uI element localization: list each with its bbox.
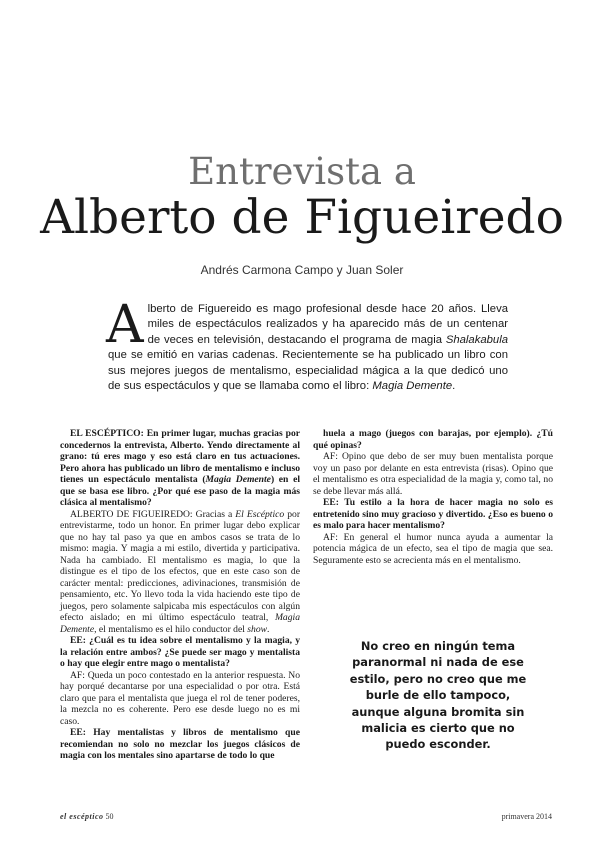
question-paragraph: EE: Tu estilo a la hora de hacer magia no solo es entretenido sino muy gracioso y divertido. ¿Eso es bueno o es malo para hacer mentalismo? xyxy=(313,497,553,531)
lead-paragraph xyxy=(106,295,508,394)
answer-text: , el mentalismo es el hilo conductor del xyxy=(94,623,248,635)
lead-emphasis: Shalakabula xyxy=(445,333,508,346)
answer-emphasis: show xyxy=(247,623,268,635)
question-text: ) en el que se basa ese libro. ¿Por qué ese paso de la magia más clásica al mentalismo? xyxy=(60,474,300,508)
question-paragraph: EE: Hay mentalistas y libros de mentalismo que recomiendan no solo no mezclar los juegos clásicos de magia con los mentales sino apartarse de todo lo que xyxy=(60,727,300,761)
question-text: EL ESCÉPTICO: En primer lugar, muchas gracias por concedernos la entrevista, Alberto. Yendo directamente al grano: tú eres mago y eso está claro en tus actuaciones. Pero ahora has publicado un libro de mentalismo e incluso tienes un espectáculo mentalista ( xyxy=(60,428,300,485)
footer-issue: primavera 2014 xyxy=(501,812,552,821)
footer-brand: el escéptico xyxy=(60,812,104,821)
page-title: Alberto de Figueiredo xyxy=(40,190,564,245)
lead-text: . xyxy=(452,380,456,393)
lead-emphasis: Magia Demente xyxy=(372,380,453,393)
question-paragraph xyxy=(60,428,300,509)
answer-text: ALBERTO DE FIGUEIREDO: Gracias a xyxy=(70,508,236,520)
article-column-left xyxy=(60,428,300,762)
question-paragraph: EE: ¿Cuál es tu idea sobre el mentalismo y la magia, y la relación entre ambos? ¿Se puede ser mago y mentalista o hay que elegir entre mago o mentalista? xyxy=(60,635,300,669)
answer-paragraph: AF: Queda un poco contestado en la anterior respuesta. No hay porqué decantarse por una especialidad o por otra. Está claro que para el mentalista que juega el rol de tener poderes, la mezcla no es coherente. Pero ese desde luego no es mi caso. xyxy=(60,669,300,727)
answer-paragraph xyxy=(60,509,300,636)
answer-emphasis: Magia Demente xyxy=(60,612,300,635)
answer-emphasis: El Escéptico xyxy=(235,508,285,520)
drop-cap: A xyxy=(106,295,144,355)
footer-publication xyxy=(60,812,114,821)
question-paragraph: huela a mago (juegos con barajas, por ejemplo). ¿Tú qué opinas? xyxy=(313,428,553,451)
answer-paragraph: AF: Opino que debo de ser muy buen mentalista porque voy un paso por delante en esta entrevista (risas). Opino que el mentalismo es otra especialidad de la magia y, como tal, no se debe llevar más allá. xyxy=(313,451,553,497)
answer-paragraph: AF: En general el humor nunca ayuda a aumentar la potencia mágica de un efecto, sea el tipo de magia que sea. Seguramente esto se acrecienta más en el mentalismo. xyxy=(313,531,553,566)
answer-text: por entrevistarme, todo un honor. En primer lugar debo explicar que no hay tal paso ya que en ambos casos se trata de lo mismo: magia. Y magia a mi estilo, divertida y participativa. Nada ha cambiado. El mentalismo es magia, lo que la distingue es el tipo de los efectos, que en este caso son de carácter mental: predicciones, adivinaciones, transmisión de pensamiento, etc. Yo llevo toda la vida haciendo este tipo de juegos, pero solamente salpicaba mis espectáculos con algún efecto aislado; en mi último espectáculo teatral, xyxy=(60,508,301,623)
pull-quote: No creo en ningún tema paranormal ni nada de ese estilo, pero no creo que me burle de ello tampoco, aunque alguna bromita sin malicia es cierto que no puedo esconder. xyxy=(349,639,527,752)
interview-kicker: Entrevista a xyxy=(188,150,416,193)
answer-text: . xyxy=(267,623,270,635)
lead-text: que se emitió en varias cadenas. Recientemente se ha publicado un libro con sus mejores juegos de mentalismo, especialidad mágica a la que dedicó uno de sus espectáculos y que se llamaba como el libro: xyxy=(108,349,508,393)
page-number: 50 xyxy=(105,812,114,821)
question-emphasis: Magia Demente xyxy=(205,474,271,485)
lead-text: lberto de Figuereido es mago profesional desde hace 20 años. Lleva miles de espectáculos realizados y ha aparecido más de un centenar de veces en televisión, destacando el programa de magia xyxy=(147,303,508,346)
article-column-right xyxy=(313,428,553,566)
byline: Andrés Carmona Campo y Juan Soler xyxy=(200,263,404,277)
